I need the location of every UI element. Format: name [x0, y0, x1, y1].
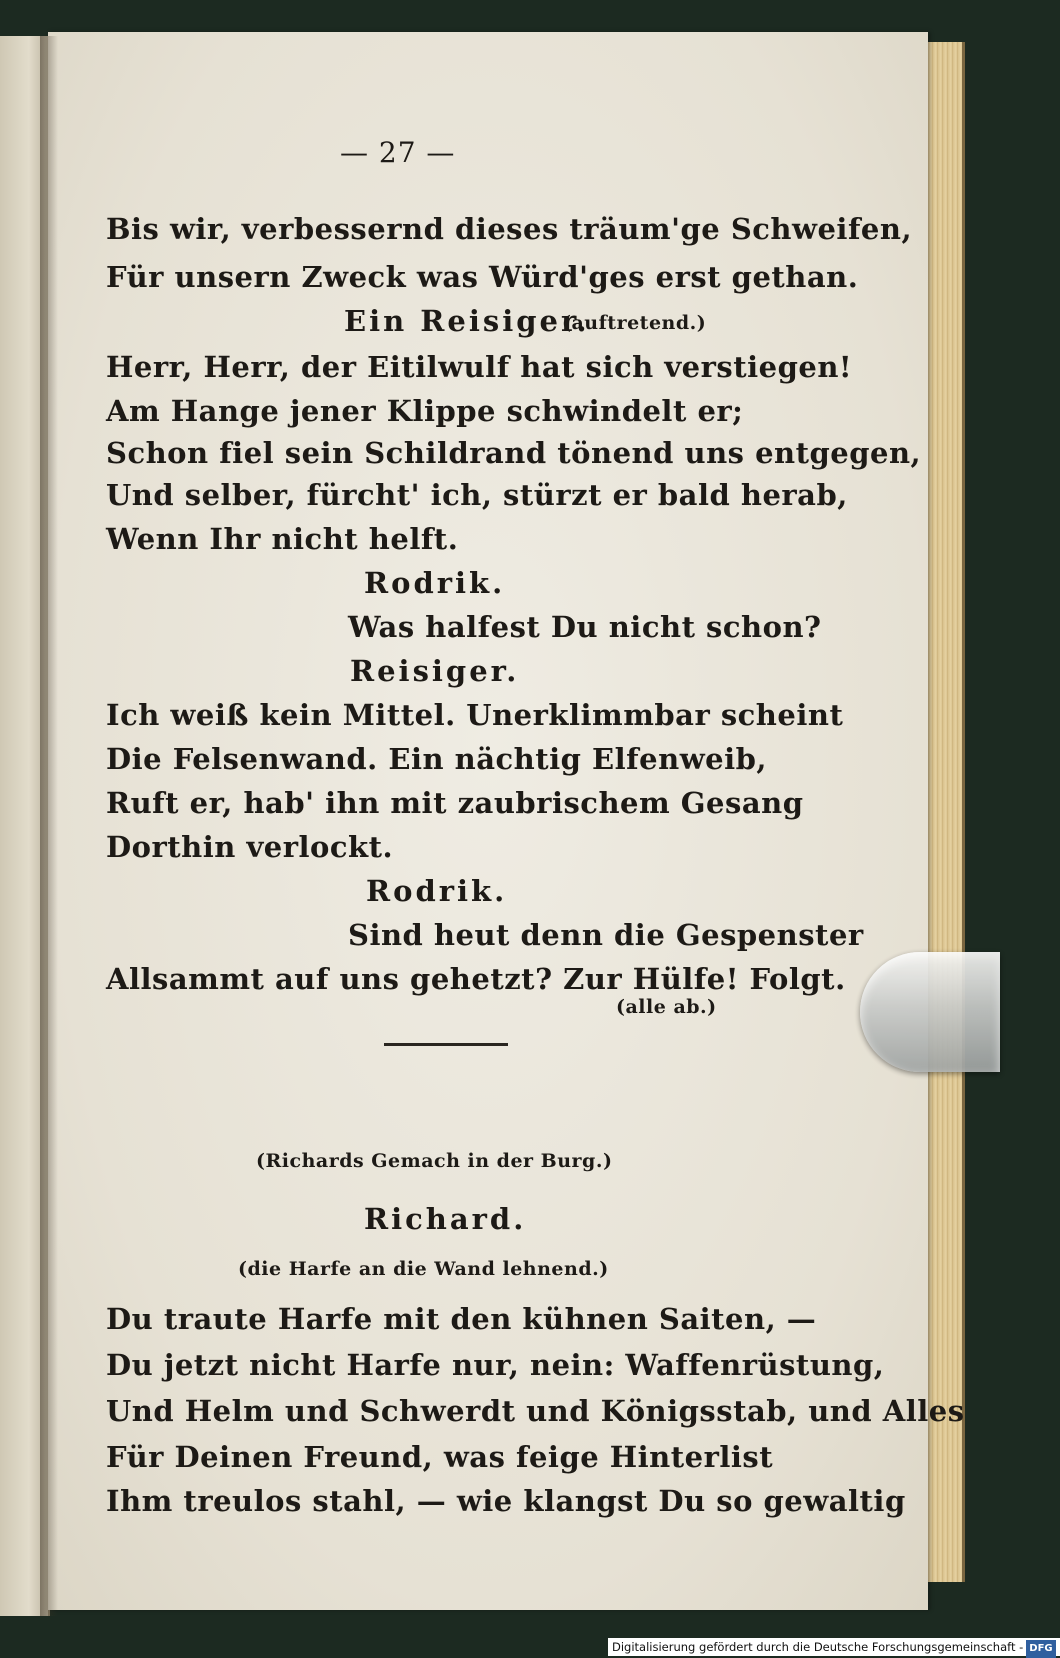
section-divider	[384, 1043, 508, 1046]
text-line: Dorthin verlockt.	[106, 830, 394, 864]
speaker-name: Richard.	[364, 1202, 527, 1236]
text-line: Für unsern Zweck was Würd'ges erst gethan.	[106, 260, 859, 294]
text-line: Ihm treulos stahl, — wie klangst Du so gewaltig	[106, 1484, 906, 1518]
digitization-credit	[608, 1638, 1060, 1656]
stage-direction: (auftretend.)	[562, 312, 707, 334]
text-line: Schon fiel sein Schildrand tönend uns entgegen,	[106, 436, 922, 470]
page-number: — 27 —	[340, 136, 456, 169]
text-line: Du jetzt nicht Harfe nur, nein: Waffenrüstung,	[106, 1348, 885, 1382]
speaker-name: Reisiger.	[350, 654, 520, 688]
stage-direction: (Richards Gemach in der Burg.)	[256, 1150, 613, 1172]
text-line: Herr, Herr, der Eitilwulf hat sich verstiegen!	[106, 350, 853, 384]
speaker-name: Rodrik.	[366, 874, 508, 908]
stage-direction: (alle ab.)	[616, 996, 717, 1018]
speaker-name: Rodrik.	[364, 566, 506, 600]
text-line: Ruft er, hab' ihn mit zaubrischem Gesang	[106, 786, 804, 820]
text-line: Bis wir, verbessernd dieses träum'ge Schweifen,	[106, 212, 913, 246]
text-line: Am Hange jener Klippe schwindelt er;	[106, 394, 744, 428]
text-line: Die Felsenwand. Ein nächtig Elfenweib,	[106, 742, 767, 776]
text-line: Und Helm und Schwerdt und Königsstab, und Alles	[106, 1394, 965, 1428]
text-line: Was halfest Du nicht schon?	[348, 610, 822, 644]
credit-text: Digitalisierung gefördert durch die Deutsche Forschungsgemeinschaft -	[612, 1640, 1024, 1654]
page-text	[48, 32, 965, 1610]
text-line: Und selber, fürcht' ich, stürzt er bald herab,	[106, 478, 848, 512]
text-line: Ich weiß kein Mittel. Unerklimmbar scheint	[106, 698, 844, 732]
book-clip	[860, 952, 1000, 1072]
book-page	[48, 32, 965, 1610]
text-line: Sind heut denn die Gespenster	[348, 918, 864, 952]
stage-direction: (die Harfe an die Wand lehnend.)	[238, 1258, 609, 1280]
text-line: Wenn Ihr nicht helft.	[106, 522, 459, 556]
text-line: Allsammt auf uns gehetzt? Zur Hülfe! Folgt.	[106, 962, 846, 996]
dfg-logo: DFG	[1026, 1640, 1055, 1658]
speaker-name: Ein Reisiger.	[344, 304, 590, 338]
text-line: Für Deinen Freund, was feige Hinterlist	[106, 1440, 774, 1474]
text-line: Du traute Harfe mit den kühnen Saiten, —	[106, 1302, 817, 1336]
spine-shadow	[40, 36, 58, 1616]
